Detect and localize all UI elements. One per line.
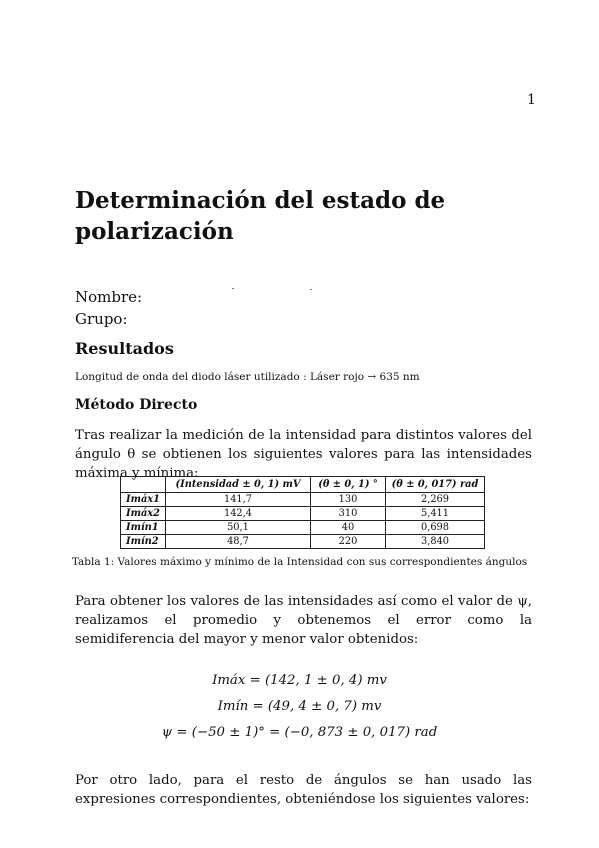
table-cell: 5,411 bbox=[386, 507, 485, 521]
other-angles-paragraph: Por otro lado, para el resto de ángulos se han usado las expresiones correspondientes, obteniéndose los siguientes valores: bbox=[75, 773, 532, 807]
scan-mark bbox=[310, 289, 312, 290]
table-cell: Imín1 bbox=[121, 521, 166, 535]
table-row bbox=[121, 535, 485, 549]
table-header-row bbox=[121, 477, 485, 493]
table-cell: 141,7 bbox=[166, 493, 311, 507]
table-cell: 3,840 bbox=[386, 535, 485, 549]
table-row bbox=[121, 521, 485, 535]
scan-mark bbox=[232, 288, 234, 289]
document-title: Determinación del estado de polarización bbox=[75, 187, 446, 245]
wavelength-line: Longitud de onda del diodo láser utilizado : Láser rojo → 635 nm bbox=[75, 371, 420, 383]
table-cell: Imáx2 bbox=[121, 507, 166, 521]
table-header-cell: (Intensidad ± 0, 1) mV bbox=[166, 477, 311, 493]
table-cell: 2,269 bbox=[386, 493, 485, 507]
table-cell: 40 bbox=[311, 521, 386, 535]
section-title: Resultados bbox=[75, 339, 174, 358]
subsection-title: Método Directo bbox=[75, 397, 198, 413]
table-cell: 310 bbox=[311, 507, 386, 521]
results-table bbox=[120, 476, 485, 549]
table-cell: 50,1 bbox=[166, 521, 311, 535]
table-header-cell bbox=[121, 477, 166, 493]
table-cell: 220 bbox=[311, 535, 386, 549]
equation-imax: Imáx = (142, 1 ± 0, 4) mv bbox=[212, 673, 387, 688]
table-header-cell: (θ ± 0, 1) ° bbox=[311, 477, 386, 493]
table-header-cell: (θ ± 0, 017) rad bbox=[386, 477, 485, 493]
intro-paragraph: Tras realizar la medición de la intensidad para distintos valores del ángulo θ se obtienen los siguientes valores para las intensidades máxima y mínima: bbox=[75, 428, 532, 481]
table-row bbox=[121, 493, 485, 507]
group-label: Grupo: bbox=[75, 310, 128, 328]
equation-psi: ψ = (−50 ± 1)° = (−0, 873 ± 0, 017) rad bbox=[161, 725, 438, 740]
table-cell: 130 bbox=[311, 493, 386, 507]
table-cell: 142,4 bbox=[166, 507, 311, 521]
table-cell: Imáx1 bbox=[121, 493, 166, 507]
table-cell: 0,698 bbox=[386, 521, 485, 535]
table-caption: Tabla 1: Valores máximo y mínimo de la Intensidad con sus correspondientes ángulos bbox=[71, 556, 528, 568]
results-paragraph: Para obtener los valores de las intensidades así como el valor de ψ, realizamos el promedio y obtenemos el error como la semidiferencia del mayor y menor valor obtenidos: bbox=[75, 594, 532, 647]
name-label: Nombre: bbox=[75, 288, 143, 306]
page-number: 1 bbox=[527, 92, 536, 108]
table-row bbox=[121, 507, 485, 521]
equation-imin: Imín = (49, 4 ± 0, 7) mv bbox=[217, 699, 382, 714]
table-cell: Imín2 bbox=[121, 535, 166, 549]
table-cell: 48,7 bbox=[166, 535, 311, 549]
